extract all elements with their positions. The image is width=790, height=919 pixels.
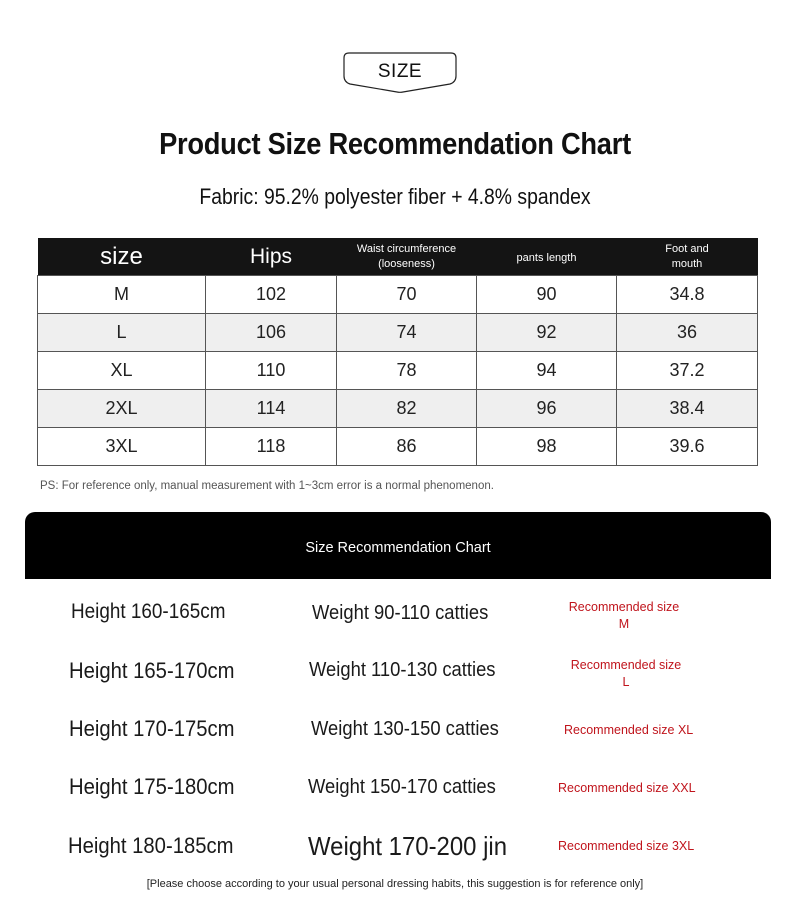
cell-waist: 74 (337, 314, 477, 352)
recommended-size (564, 722, 692, 739)
height-range: Height 175-180cm (69, 774, 235, 799)
header-hips: Hips (206, 238, 337, 276)
cell-foot: 36 (617, 314, 758, 352)
cell-length: 96 (477, 390, 617, 428)
header-waist: Waist circumference (looseness) (337, 238, 477, 276)
cell-size: M (38, 276, 206, 314)
recommended-size-label: Recommended size XXL (558, 781, 696, 795)
table-row (38, 276, 758, 314)
recommended-size (558, 838, 695, 855)
recommended-size-label: Recommended size (568, 600, 680, 614)
measurement-note: PS: For reference only, manual measurement with 1~3cm error is a normal phenomenon. (40, 480, 494, 492)
cell-hips: 110 (206, 352, 337, 390)
table-row (38, 352, 758, 390)
weight-range: Weight 150-170 catties (308, 776, 496, 798)
table-row (38, 314, 758, 352)
cell-foot: 38.4 (617, 390, 758, 428)
header-foot-mouth: Foot and mouth (617, 238, 758, 276)
weight-range: Weight 90-110 catties (312, 602, 489, 624)
cell-hips: 106 (206, 314, 337, 352)
cell-waist: 78 (337, 352, 477, 390)
recommended-size-value: L (622, 675, 630, 689)
cell-hips: 114 (206, 390, 337, 428)
recommended-size-value: M (618, 617, 630, 631)
cell-length: 90 (477, 276, 617, 314)
cell-hips: 102 (206, 276, 337, 314)
header-pants-length: pants length (477, 238, 617, 276)
table-header-row (38, 238, 758, 276)
cell-waist: 70 (337, 276, 477, 314)
header-size: size (38, 238, 206, 276)
recommended-size-label: Recommended size XL (564, 723, 694, 737)
recommended-size-label: Recommended size (570, 658, 682, 672)
cell-waist: 82 (337, 390, 477, 428)
table-row (38, 428, 758, 466)
badge-label: SIZE (377, 61, 423, 82)
cell-hips: 118 (206, 428, 337, 466)
recommendation-header (25, 512, 771, 579)
recommended-size (558, 780, 696, 797)
table-row (38, 390, 758, 428)
height-range: Height 165-170cm (69, 658, 235, 683)
cell-foot: 39.6 (617, 428, 758, 466)
height-range: Height 170-175cm (69, 716, 235, 741)
height-range: Height 160-165cm (71, 600, 226, 623)
weight-range: Weight 110-130 catties (309, 659, 496, 681)
recommendation-title: Size Recommendation Chart (305, 540, 491, 556)
recommended-size-label: Recommended size 3XL (558, 839, 695, 853)
cell-size: L (38, 314, 206, 352)
cell-length: 92 (477, 314, 617, 352)
fabric-subtitle: Fabric: 95.2% polyester fiber + 4.8% spandex (199, 184, 591, 209)
cell-waist: 86 (337, 428, 477, 466)
cell-size: 3XL (38, 428, 206, 466)
height-range: Height 180-185cm (68, 833, 234, 858)
recommended-size (566, 657, 686, 691)
cell-foot: 34.8 (617, 276, 758, 314)
cell-size: 2XL (38, 390, 206, 428)
recommended-size (564, 599, 684, 633)
size-badge (343, 52, 457, 92)
weight-range: Weight 170-200 jin (308, 831, 508, 861)
weight-range: Weight 130-150 catties (311, 718, 499, 740)
cell-size: XL (38, 352, 206, 390)
page-title: Product Size Recommendation Chart (159, 126, 631, 161)
footer-note: [Please choose according to your usual personal dressing habits, this suggestion is for reference only] (146, 878, 644, 890)
cell-foot: 37.2 (617, 352, 758, 390)
cell-length: 98 (477, 428, 617, 466)
cell-length: 94 (477, 352, 617, 390)
size-table (37, 238, 758, 466)
